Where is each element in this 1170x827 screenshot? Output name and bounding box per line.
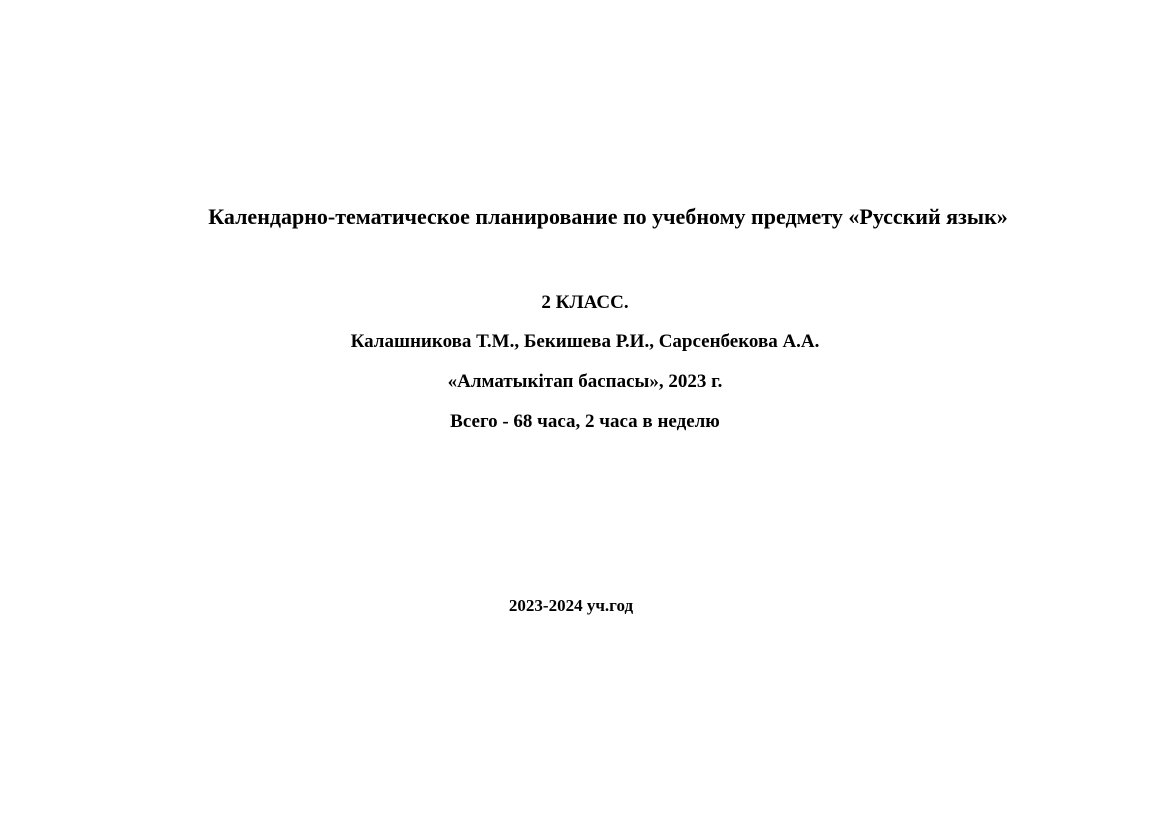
school-year-line: 2023-2024 уч.год	[508, 596, 634, 615]
class-line: 2 КЛАСС.	[541, 292, 629, 313]
hours-line: Всего - 68 часа, 2 часа в неделю	[450, 411, 720, 432]
publisher-line: «Алматыкітап баспасы», 2023 г.	[447, 371, 723, 392]
document-title: Календарно-тематическое планирование по учебному предмету «Русский язык»	[208, 204, 1008, 229]
authors-line: Калашникова Т.М., Бекишева Р.И., Сарсенбекова А.А.	[350, 331, 820, 352]
